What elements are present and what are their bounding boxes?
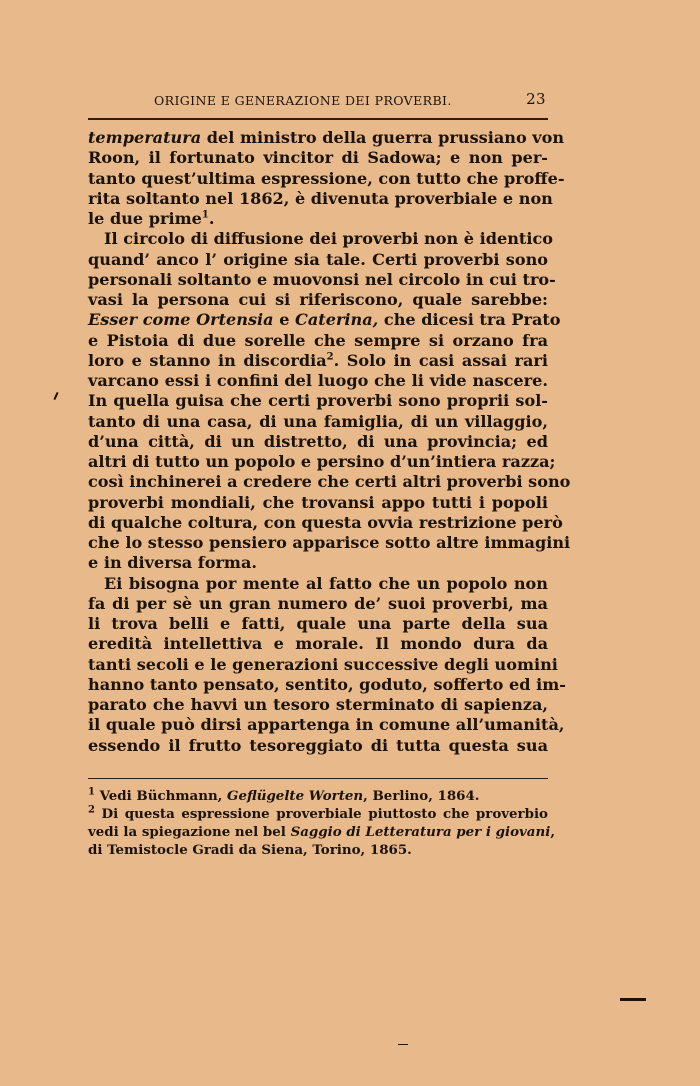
text-line [88,148,548,168]
text-line [88,674,566,695]
line-text: Il circolo di diffusione dei proverbi non è identico [104,229,554,249]
text-line [88,715,565,735]
footnote-italic: Saggio di Letteratura per i giovani [290,824,551,840]
text-line [88,695,548,715]
text-line [88,269,556,290]
text-line [88,391,548,411]
line-text: proverbi mondiali, che trovansi appo tutti i popoli [88,492,548,512]
line-text: loro e stanno in discordia [88,350,327,370]
footnote-mark: 1 [88,786,95,798]
line-text: fa di per sè un gran numero de’ suoi proverbi, ma [88,593,548,613]
line-text: le due prime [88,209,202,228]
text-line [88,351,548,371]
line-text-tail: . [208,209,215,228]
text-line [88,432,548,452]
text-line [88,229,554,249]
margin-mark [53,392,58,400]
text-line [88,168,565,189]
line-text: hanno tanto pensato, sentito, goduto, sofferto ed im- [88,674,566,694]
line-text: che lo stesso pensiero apparisce sotto altre immagini [88,533,571,552]
line-text: di qualche coltura, con questa ovvia restrizione però [88,512,563,532]
line-text: quand’ anco l’ origine sia tale. Certi proverbi sono [88,249,548,269]
line-text: altri di tutto un popolo e persino d’un’intiera razza; [88,452,556,471]
text-line [88,574,548,594]
footnote-line [88,805,548,823]
footnote-ref: 1 [201,209,209,221]
text-line [88,594,548,614]
text-line [88,614,548,634]
line-text-tail: . Solo in casi assai rari [333,350,548,370]
line-text: tanto di una casa, di una famiglia, di un villaggio, [88,411,548,431]
line-text: personali soltanto e muovonsi nel circolo in cui tro- [88,269,556,289]
line-text: varcano essi i confini del luogo che li vide nascere. [88,371,548,390]
text-line [88,452,556,472]
line-text: tanto quest’ultima espressione, con tutto che proffe- [88,168,565,188]
line-text: il quale può dirsi appartenga in comune all’umanità, [88,715,565,735]
footnote-ref: 2 [326,351,334,363]
footnote-text: di Temistocle Gradi da Siena, Torino, 1865. [88,842,412,858]
footnote-italic: Geflügelte Worten [227,788,364,804]
line-text: parato che havvi un tesoro sterminato di sapienza, [88,695,548,714]
text-line [88,412,548,432]
text-line [88,736,548,756]
footnote-line [88,823,555,841]
text-line [88,290,548,310]
line-text: Ei bisogna por mente al fatto che un popolo non [104,573,548,593]
text-line [88,533,571,553]
text-line [88,472,571,492]
text-line [88,553,548,573]
footnote-line [88,787,548,805]
page-number: 23 [526,90,546,108]
line-text: e in diversa forma. [88,553,257,573]
text-line [88,188,553,209]
text-line [88,654,558,675]
line-text-tail: che dicesi tra Prato [378,310,561,330]
text-line [88,209,548,229]
running-header [88,90,548,112]
text-line [88,310,561,330]
footnote-line [88,841,548,859]
line-text: vasi la persona cui si riferiscono, quale sarebbe: [88,290,548,309]
line-text: e Pistoia di due sorelle che sempre si orzano fra [88,330,548,350]
body-text [88,128,571,756]
italic-phrase: temperatura [88,128,202,147]
running-title: ORIGINE E GENERAZIONE DEI PROVERBI. [154,93,452,108]
footnote-mark: 2 [88,804,95,816]
italic-phrase: Esser come Ortensia [88,310,274,330]
footnote-text: vedi la spiegazione nel bel [88,824,291,840]
text-line [88,128,565,148]
text-line [88,512,563,533]
line-text: e [273,310,296,330]
footnote-text: Vedi Büchmann, [94,788,228,804]
italic-phrase: Caterina, [295,310,379,330]
text-line [88,250,548,270]
line-text: così inchinerei a credere che certi altri proverbi sono [88,472,571,492]
text-line [88,371,548,391]
text-line [88,493,548,513]
line-text: Roon, il fortunato vincitor di Sadowa; e non per- [88,148,548,168]
line-text: eredità intellettiva e morale. Il mondo dura da [88,634,548,654]
line-text: In quella guisa che certi proverbi sono proprii sol- [88,391,548,411]
footnote-text-tail: , [550,824,555,840]
line-text: essendo il frutto tesoreggiato di tutta questa sua [88,735,548,755]
edge-dash [620,998,646,1001]
footnote-rule [88,778,548,779]
text-line [88,331,548,351]
footnote-text: Di questa espressione proverbiale piuttosto che proverbio [94,806,548,822]
line-text: del ministro della guerra prussiano von [201,128,565,147]
line-text: rita soltanto nel 1862, è divenuta proverbiale e non [88,188,553,208]
line-text: tanti secoli e le generazioni successive degli uomini [88,654,558,674]
header-rule [88,118,548,120]
text-line [88,634,548,654]
footnotes [88,786,555,859]
line-text: li trova belli e fatti, quale una parte della sua [88,614,548,633]
bottom-mark [398,1044,408,1045]
line-text: d’una città, di un distretto, di una provincia; ed [88,431,548,451]
footnote-text-tail: , Berlino, 1864. [363,788,480,804]
